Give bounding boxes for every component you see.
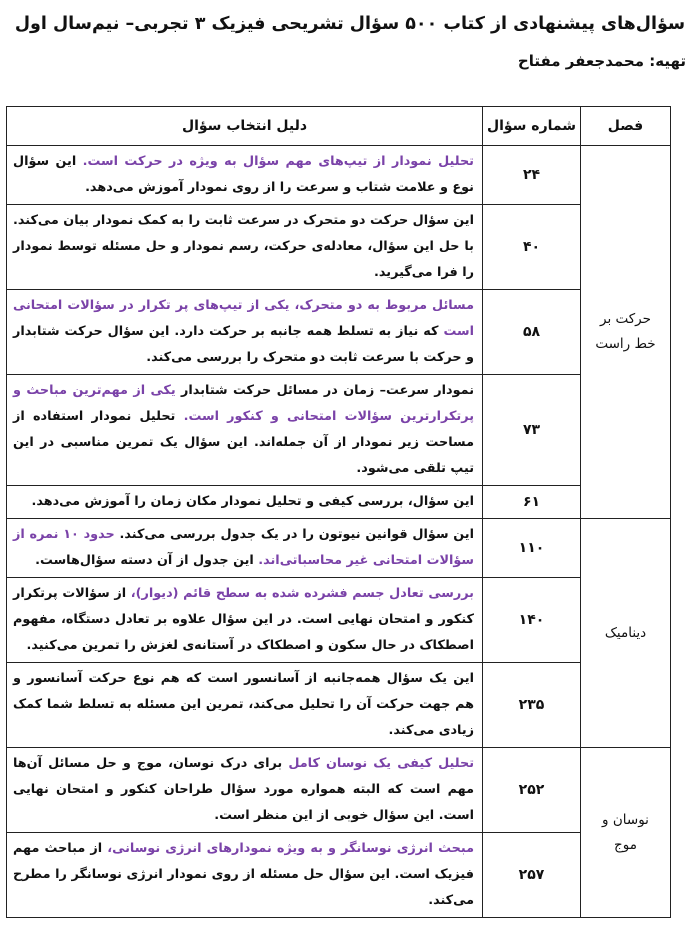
table-row (7, 663, 671, 748)
highlighted-text: تحلیل نمودار از تیپ‌های مهم سؤال به ویژه در حرکت است. (82, 154, 474, 169)
table-row (7, 205, 671, 290)
question-number: ۲۵۲ (483, 748, 581, 833)
reason-text: این جدول از آن دسته سؤال‌هاست. (35, 553, 259, 568)
reason-text: از سؤالات پرتکرار کنکور و امتحان نهایی است. در این سؤال علاوه بر تعادل دستگاه، مفهوم اصطکاک در حال سکون و اصطکاک در آستانه‌ی لغزش را تمرین می‌کنید. (13, 586, 474, 653)
highlighted-text: مبحث انرژی نوسانگر و به ویژه نمودارهای انرژی نوسانی، (107, 841, 474, 856)
reason-text: این سؤال، بررسی کیفی و تحلیل نمودار مکان زمان را آموزش می‌دهد. (31, 494, 474, 509)
reason-text: این سؤال قوانین نیوتون را در یک جدول بررسی می‌کند. (114, 527, 474, 542)
highlighted-text: تحلیل کیفی یک نوسان کامل (288, 756, 474, 771)
chapter-cell: دینامیک (581, 519, 671, 748)
page-title: سؤال‌های پیشنهادی از کتاب ۵۰۰ سؤال تشریحی فیزیک ۳ تجربی– نیم‌سال اول (14, 14, 686, 34)
question-number: ۲۳۵ (483, 663, 581, 748)
reason-text: این یک سؤال همه‌جانبه از آسانسور است که هم نوع حرکت آسانسور و هم جهت حرکت آن را تحلیل می‌کند، تمرین این مسئله به تسلط شما کمک زیادی می‌کند. (13, 671, 474, 738)
question-number: ۷۳ (483, 375, 581, 486)
table-row (7, 375, 671, 486)
header-question-number: شماره سؤال (483, 107, 581, 146)
reason-text: برای درک نوسان، موج و حل مسائل آن‌ها مهم است که البته همواره مورد سؤال طراحان کنکور و امتحان نهایی است. این سؤال خوبی از این منظر است. (13, 756, 474, 823)
table-row (7, 833, 671, 918)
question-number: ۵۸ (483, 290, 581, 375)
reason-text: که نیاز به تسلط همه جانبه بر حرکت دارد. این سؤال حرکت شتابدار و حرکت با سرعت ثابت دو متحرک را بررسی می‌کند. (13, 324, 474, 365)
table-row (7, 486, 671, 519)
author-line: تهیه: محمدجعفر مفتاح (517, 52, 686, 70)
chapter-cell: نوسان و موج (581, 748, 671, 918)
reason-cell (7, 375, 483, 486)
highlighted-text: مسائل مربوط به دو متحرک، یکی از تیپ‌های پر تکرار در سؤالات امتحانی است (13, 298, 474, 339)
reason-cell (7, 486, 483, 519)
question-number: ۶۱ (483, 486, 581, 519)
table-row (7, 578, 671, 663)
question-number: ۲۵۷ (483, 833, 581, 918)
reason-text: از مباحث مهم فیزیک است. این سؤال حل مسئله از روی نمودار انرژی نوسانگر را مطرح می‌کند. (13, 841, 474, 908)
table-row (7, 748, 671, 833)
reason-cell (7, 146, 483, 205)
reason-cell (7, 290, 483, 375)
chapter-cell: حرکت بر خط راست (581, 146, 671, 519)
highlighted-text: بررسی تعادل جسم فشرده شده به سطح قائم (دیوار)، (130, 586, 474, 601)
questions-table (6, 106, 671, 918)
question-number: ۲۴ (483, 146, 581, 205)
header-selection-reason: دلیل انتخاب سؤال (7, 107, 483, 146)
question-number: ۱۴۰ (483, 578, 581, 663)
question-number: ۱۱۰ (483, 519, 581, 578)
table-row (7, 290, 671, 375)
table-header-row (7, 107, 671, 146)
header-chapter: فصل (581, 107, 671, 146)
table-row (7, 519, 671, 578)
reason-cell (7, 748, 483, 833)
reason-cell (7, 519, 483, 578)
reason-cell (7, 205, 483, 290)
reason-text: این سؤال حرکت دو متحرک در سرعت ثابت را به کمک نمودار بیان می‌کند. با حل این سؤال، معادله‌ی حرکت، رسم نمودار و حل مسئله توسط نمودار را فرا می‌گیرید. (13, 213, 474, 280)
reason-text: این سؤال نوع و علامت شتاب و سرعت را از روی نمودار آموزش می‌دهد. (13, 154, 474, 195)
highlighted-text: یکی از مهم‌ترین مباحث و پرتکرارترین سؤالات امتحانی و کنکور است. (13, 383, 474, 424)
reason-text: تحلیل نمودار استفاده از مساحت زیر نمودار از آن جمله‌اند. این سؤال یک تمرین مناسبی در این تیپ تلقی می‌شود. (13, 409, 474, 476)
table-row (7, 146, 671, 205)
highlighted-text: حدود ۱۰ نمره از سؤالات امتحانی غیر محاسباتی‌اند. (13, 527, 474, 568)
reason-cell (7, 578, 483, 663)
question-number: ۴۰ (483, 205, 581, 290)
reason-cell (7, 833, 483, 918)
reason-cell (7, 663, 483, 748)
reason-text: نمودار سرعت– زمان در مسائل حرکت شتابدار (175, 383, 475, 398)
